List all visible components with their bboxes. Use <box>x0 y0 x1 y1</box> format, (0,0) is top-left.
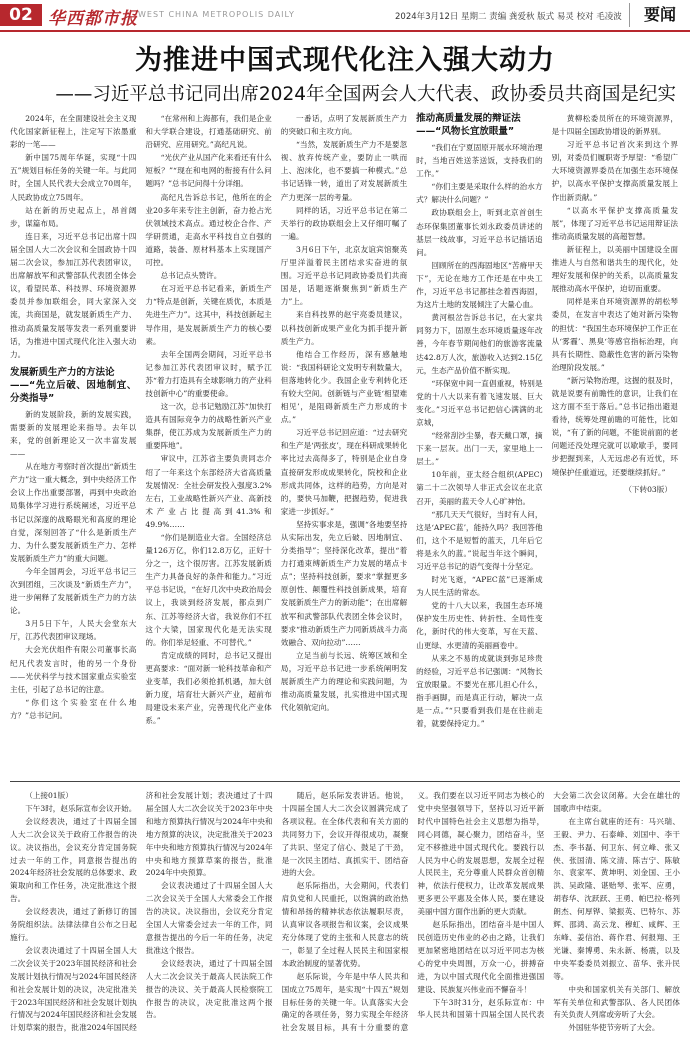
paragraph: 会议经表决，通过了十四届全国人大二次会议关于政府工作报告的决议。决议指出，会议充分肯定国务院过去一年的工作，同意报告提出的2024年经济社会发展的总体要求、政策取向和工作任务，决定批准这个报告。 <box>10 816 137 904</box>
subheadline: ——习近平总书记同出席2024年全国两会人大代表、政协委员共商国是纪实 <box>55 84 676 105</box>
section-heading <box>416 112 542 138</box>
paragraph: 新中国75周年华诞，实现“十四五”规划目标任务的关键一年。与此同时，全国人民代表大会成立70周年，人民政协成立75周年。 <box>10 153 137 202</box>
paragraph: 今年全国两会，习近平总书记三次到团组，三次谈及“新质生产力”，进一步阐释了发展新质生产力的方法论。 <box>10 566 137 616</box>
paragraph: 去年全国两会期间，习近平总书记参加江苏代表团审议时，赋予江苏“着力打造具有全球影响力的产业科技创新中心”的重要使命。 <box>145 349 272 398</box>
paragraph: “以高水平保护支撑高质量发展”，体现了习近平总书记运用辩证法推动高质量发展的高超智慧。 <box>551 205 678 241</box>
paragraph: 他结合工作经历，深有感触地说：“我国科研论文发明专利数量大，但落地转化少。我国企业专利转化还有较大空间。创新链与产业链‘相望难相见’，是阻碍新质生产力形成的卡点。” <box>280 349 408 425</box>
paragraph: “那几天天气很好，当时有人问，这是‘APEC蓝’，能持久吗？我回答他们，这个不是短暂的蓝天，几年后它将是永久的蓝。”说起当年这个瞬间，习近平总书记的语气变得十分坚定。 <box>416 509 543 571</box>
paragraph: 3月5日下午，人民大会堂东大厅，江苏代表团审议现场。 <box>10 619 137 642</box>
page-header <box>0 0 690 32</box>
paragraph: 中央和国家机关有关部门、解放军有关单位和武警部队、各人民团体有关负责人列席或旁听了大会。 <box>553 984 680 1020</box>
paragraph: 下午3时，赵乐际宣布会议开始。 <box>25 803 137 813</box>
paragraph: 坚持实事求是，强调“各地要坚持从实际出发，先立后破、因地制宜、分类指导”；坚持深化改革，提出“着力打通束缚新质生产力发展的堵点卡点”；坚持科技创新，要求“掌握更多原创性、颠覆性科技创新成果，培育发展新质生产力的新动能”；在出席解放军和武警部队代表团全体会议时，要求“推动新质生产力同新质战斗力高效融合、双向拉动”…… <box>280 519 408 647</box>
paragraph: 黄柳松委员所在的环境资源界，是十四届全国政协增设的新界别。 <box>551 114 678 137</box>
secondary-article <box>10 790 680 1042</box>
paragraph: 外国驻华使节旁听了大会。 <box>568 1023 660 1033</box>
paragraph: “环保宽中间一直倡重视，特别是党的十八大以来有着飞速发展、巨大变化。”习近平总书记把信心满满的北京城， <box>416 378 543 427</box>
paragraph: 新征程上，以美丽中国建设全面推进人与自然和谐共生的现代化，处理好发展和保护的关系，以高质量发展推动高水平保护，迫切而重要。 <box>551 244 678 294</box>
issue-meta: 2024年3月12日 星期二 责编 龚爱秋 版式 易灵 校对 毛凌波 <box>395 12 622 22</box>
paragraph: 2024年，在全面建设社会主义现代化国家新征程上，注定写下浓墨重彩的一笔—— <box>10 114 137 150</box>
section-heading <box>10 366 136 405</box>
paragraph: 黄河根岔告诉总书记，在大家共同努力下，固原生态环境质量逐年改善，今年春节期间他们的旅游客流量达42.8万人次，旅游收入达到2.15亿元，生态产品价值不断实现。 <box>416 313 543 375</box>
section-heading-title: 发展新质生产力的方法论 <box>10 366 115 378</box>
paragraph: 在主席台就座的还有：马兴瑞、王毅、尹力、石泰峰、刘国中、李干杰、李书磊、何卫东、何立峰、张又侠、张国清、陈文清、陈吉宁、陈敏尔、袁家军、黄坤明、刘金国、王小洪、吴政隆、谌贻琴、张军、应勇，胡春华、沈跃跃、王勇、帕巴拉·格列朗杰、何厚铧、梁振英、巴特尔、苏辉、邵鸿、高云龙、穆虹、咸辉、王东峰、姜信治、蒋作君、何报翔、王光谦、秦博勇、朱永新、杨震，以及中央军委委员刘振立、苗华、张升民等。 <box>553 816 680 981</box>
paragraph: 赵乐际说，今年是中华人民共和国成立75周年，是实现“十四五”规划目标任务的关键一年。认真落实大会确定的各项任务，努力实现全年经济社会发展目标，具有十分重要的意义。我们要在以习近平同志为核心的党中央坚强领导下，坚持以习近平新时代中国特色社会主义思想为指导，同心同德，凝心聚力，团结奋斗，坚定不移推进中国式现代化。要践行以人民为中心的发展思想，发展全过程人民民主，充分尊重人民群众首创精神，依法行使权力，让改革发展成果更多更公平惠及全体人民，要在建设美丽中国方面作出新的更大贡献。 <box>281 791 545 1033</box>
masthead-english: WEST CHINA METROPOLIS DAILY <box>138 10 295 19</box>
paragraph: “在常州和上海都有，我们是企业和大学联合建设，打通基础研究、前沿研究、应用研究。”高纪凡说。 <box>145 114 272 150</box>
paragraph: “经常刮沙尘暴，春天戴口罩，摘下来一层灰。出门一天，家里地上一层土。” <box>416 431 543 467</box>
article-divider <box>10 781 680 782</box>
main-article <box>10 112 678 737</box>
section-heading-title: 推动高质量发展的辩证法 <box>416 113 521 124</box>
article-section-2 <box>416 112 678 737</box>
paragraph: 来自科技界的赵宇亮委员建议，以科技创新成果产业化为抓手提升新质生产力。 <box>280 310 408 346</box>
paragraph: 时光飞逝，“APEC蓝”已逐渐成为人民生活的常态。 <box>416 575 543 598</box>
paragraph: 一番话，点明了发展新质生产力的突破口和主攻方向。 <box>280 114 408 137</box>
paragraph: 会议表决通过了十四届全国人大二次会议关于2023年国民经济和社会发展计划执行情况与2024年国民经济和社会发展计划的决议，决定批准关于2023年国民经济和社会发展计划执行情况与2024年国民经济和社会发展计划草案的报告，批准2024年国民经济和社会发展计划；表决通过了十四届全国人大二次会议关于2023年中央和地方预算执行情况与2024年中央和地方预算的决议，决定批准关于2023年中央和地方预算执行情况与2024年中央和地方预算草案的报告，批准2024年中央预算。 <box>10 791 273 1033</box>
paragraph: 会议经表决，通过了新修订的国务院组织法。法律法律自公布之日起施行。 <box>10 907 137 942</box>
paragraph: “我们在宁夏固原开展水环境治理时，当地百姓送茶送饭，支持我们的工作。” <box>416 143 543 179</box>
section-label: 要闻 <box>629 3 690 27</box>
paragraph: 这一次，总书记勉励江苏“加快打造具有国际竞争力的战略性新兴产业集群，使江苏成为发展新质生产力的重要阵地”。 <box>145 402 272 451</box>
paragraph: 党的十八大以来，我国生态环境保护发生历史性、转折性、全局性变化，新时代的伟大变革，写在天蓝、山更绿、水更清的美丽画卷中。 <box>416 601 543 650</box>
paragraph: 3月6日下午，北京友谊宾馆聚英厅里洋溢着民主团结求实奋进的氛围。习近平总书记同政协委员们共商国是，话题逐渐聚焦到“新质生产力”上。 <box>280 244 408 307</box>
paragraph: 审议中，江苏省主要负责同志介绍了一年来这个东部经济大省高质量发展情况：全社会研发投入强度3.2%左右，工业战略性新兴产业、高新技术产业占比提高到41.3%和49.9%…… <box>145 454 272 529</box>
paragraph: 大会光伏组件有限公司董事长高纪凡代表发言时，他的另一个身份——光伏科学与技术国家重点实验室主任，引起了总书记的注意。 <box>10 645 137 694</box>
paragraph: “新污染物治理，这握的很及时，就是说要有前瞻性的意识，让我们在这方面不至于落后。”总书记指出避退看待，统筹处理前瞻的可能性，比如说，“有了新的问题，不能说前面的老问题还没处理完就可以歇歇手，要同步把握到来，人无远虑必有近忧，环境保护任重道远，还要继续抓好。” <box>551 375 678 477</box>
paragraph: “你们主要是采取什么样的治水方式？解决什么问题？” <box>416 182 543 205</box>
paragraph: 从在地方考察时首次提出“新质生产力”这一重大概念，到中央经济工作会议上作出重要部署，再到中央政治局集体学习进行系统阐述，习近平总书记以深邃的战略眼光和高度的理论自觉，深刻回答了“什么是新质生产力、为什么要发展新质生产力、怎样发展新质生产力”的重大问题。 <box>10 462 137 563</box>
article-intro <box>10 112 136 361</box>
paragraph: 习近平总书记首次来到这个界别，对委员们履职寄予厚望：“希望广大环境资源界委员在加强生态环境保护，以高水平保护支撑高质量发展上作出新贡献。” <box>551 140 678 202</box>
paragraph: 肯定成绩的同时，总书记又提出更高要求：“面对新一轮科技革命和产业变革，我们必须抢抓机遇，加大创新力度，培育壮大新兴产业，超前布局建设未来产业，完善现代化产业体系。” <box>145 650 272 726</box>
paragraph: 站在新的历史起点上，昂首阔步，谋篇布局。 <box>10 205 137 228</box>
paragraph: 赵乐际指出，团结奋斗是中国人民创造历史伟业的必由之路，让我们更加紧密地团结在以习近平同志为核心的党中央周围，万众一心，拼搏奋进，为以中国式现代化全面推进强国建设、民族复兴伟业而不懈奋斗！ <box>417 920 545 994</box>
continued-note: （下转03版） <box>624 484 672 494</box>
paragraph: 习近平总书记回应道：“过去研究和生产是‘两张皮’，现在科研成果转化率比过去高得多了，特别是企业自身直接研发形成成果转化，院校和企业形成共同体，这样的趋势，方向是对的，要快马加鞭，把握趋势，促进我家进一步抓好。” <box>280 428 408 516</box>
paragraph: 政协联组会上，听到北京首创生态环保集团董事长刘永政委员讲述的基层一线故事，习近平总书记插话追问。 <box>416 208 543 257</box>
paragraph: “你们是制造业大省。全国经济总量126万亿，你们12.8万亿，正好十分之一，这个很厉害。江苏发展新质生产力具备良好的条件和能力。”习近平总书记说，“在好几次中央政治局会议上，我谈到经济发展，都点到广东、江苏等经济大省，我说你们不扛这个大梁，国家现代化是无法实现的。你们举足轻重、不可替代。” <box>145 533 272 647</box>
paragraph: 在习近平总书记看来，新质生产力“特点是创新，关键在质优，本质是先进生产力”。这其中，科技创新起主导作用，是发展新质生产力的核心要素。 <box>145 284 272 346</box>
paragraph: “光伏产业从国产化来看还有什么短板？”“现在和电网的衔接有什么问题吗？”总书记问得十分详细。 <box>145 153 272 189</box>
paragraph: “当然，发展新质生产力不是要忽视、放弃传统产业，要防止一哄而上、泡沫化，也不要搞一种模式。”总书记话锋一转，道出了对发展新质生产力更深一层的考量。 <box>280 140 408 202</box>
paragraph: 会议经表决，通过了十四届全国人大二次会议关于最高人民法院工作报告的决议、关于最高人民检察院工作报告的决议，决定批准这两个报告。 <box>145 958 273 1020</box>
paragraph: 立足当前与长远、统筹区域和全局，习近平总书记进一步系统阐明发展新质生产力的理论和实践问题，为推动高质量发展，扎实推进中国式现代化领航定向。 <box>280 650 408 713</box>
paragraph: “你们这个实验室在什么地方？”总书记问。 <box>10 697 137 720</box>
paragraph: 从来之不易的成就谈到弥足珍贵的经验，习近平总书记强调：“风物长宜放眼量。不要光在那儿担心什么，指手画脚，而是真正行动，解决一点是一点。”“只要看到我们是在往前走着，就要保持定力。” <box>416 653 543 729</box>
paragraph: 新的发展阶段，新的发展实践，需要新的发展理论来指导。去年以来，党的创新理论又一次丰富发展—— <box>10 409 137 459</box>
paragraph: 同样是来自环境资源界的胡松琴委员，在发言中表达了她对新污染物的担忧：“我国生态环境保护工作正在从‘雾霾’、黑臭‘等感官指标治理，向具有长期性、隐蔽性危害的新污染物治理阶段发展。” <box>551 297 678 372</box>
paragraph: （上接01版） <box>25 791 73 800</box>
paragraph: 随后，赵乐际发表讲话。他说，十四届全国人大二次会议圆满完成了各项议程。在全体代表和有关方面的共同努力下，会议开得很成功，凝聚了共识、坚定了信心、鼓足了干劲，是一次民主团结、真抓实干、团结奋进的大会。 <box>281 791 409 878</box>
paragraph: 同样的话，习近平总书记在第二天举行的政协联组会上又仔细叮嘱了一遍。 <box>280 205 408 241</box>
section-heading-subtitle: ——“风物长宜放眼量” <box>416 126 515 137</box>
secondary-article-body <box>10 790 680 1042</box>
masthead-logo: 华西都市报 <box>48 9 138 29</box>
paragraph: 下午3时31分，赵乐际宣布：中华人民共和国第十四届全国人民代表大会第二次会议闭幕。大会在雄壮的国歌声中结束。 <box>417 791 680 1020</box>
paragraph: 高纪凡告诉总书记，他所在的企业20多年来专注主创新，奋力抢占光伏领域技术高点。通过校企合作、产学研贯通，走高水平科技自立自强的道路，装备、原材料基本上实现国产可控。 <box>145 192 272 268</box>
section-heading-subtitle: ——“先立后破、因地制宜、分类指导” <box>10 379 137 404</box>
paragraph: 会议表决通过了十四届全国人大二次会议关于全国人大常委会工作报告的决议。决议指出，会议充分肯定全国人大常委会过去一年的工作，同意报告提出的今后一年的任务，决定批准这个报告。 <box>145 881 273 955</box>
page-number: 02 <box>0 4 42 26</box>
headline: 为推进中国式现代化注入强大动力 <box>135 45 555 76</box>
paragraph: 连日来，习近平总书记出席十四届全国人大二次会议和全国政协十四届二次会议，参加江苏代表团审议，出席解放军和武警部队代表团全体会议，看望民革、科技界、环境资源界委员并参加联组会，同大家深入交流，共商国是，就发展新质生产力、推动高质量发展等发表一系列重要讲话，为推进中国式现代化注入强大动力。 <box>10 231 137 359</box>
paragraph: 总书记点头赞许。 <box>160 271 222 281</box>
paragraph: 赵乐际指出，大会期间，代表们肩负党和人民重托，以饱满的政治热情和昂扬的精神状态依法履职尽责，认真审议各项报告和议案，会议成果充分体现了党的主张和人民意志的统一，彰显了全过程人民民主和国家根本政治制度的显著优势。 <box>281 881 409 968</box>
paragraph: 10年前，亚太经合组织(APEC)第二十二次领导人非正式会议在北京召开，美丽的蓝天令人心旷神怡。 <box>416 470 543 506</box>
paragraph: 回顾所在的西海固地区“苦瘠甲天下”，无论在地方工作还是在中央工作，习近平总书记都挂念着西海固，为这片土地的发展倾注了大量心血。 <box>416 260 543 310</box>
